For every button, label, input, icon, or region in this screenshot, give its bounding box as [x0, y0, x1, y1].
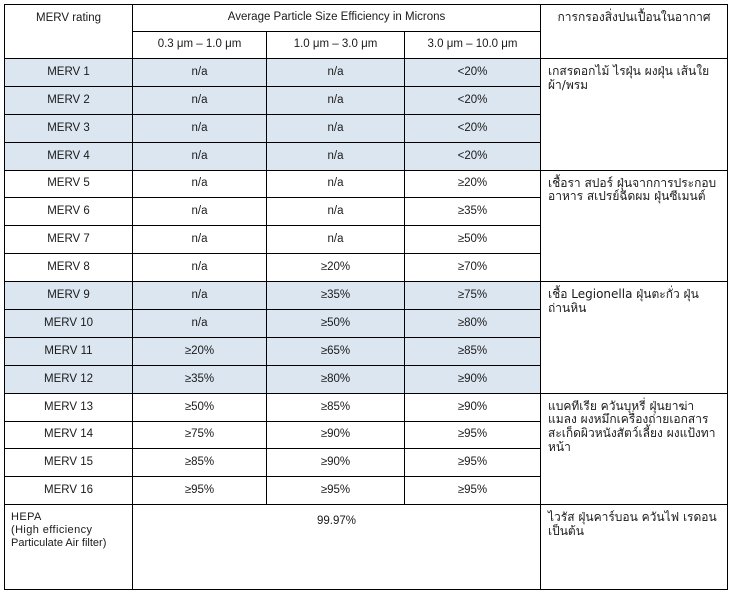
efficiency-3-0-10-0-cell: ≥85% [405, 337, 541, 365]
efficiency-3-0-10-0-cell: ≥95% [405, 477, 541, 505]
efficiency-1-0-3-0-cell: n/a [267, 170, 405, 198]
merv-rating-cell: MERV 15 [5, 449, 133, 477]
efficiency-3-0-10-0-cell: ≥70% [405, 254, 541, 282]
hepa-name-cell [5, 505, 133, 590]
efficiency-0-3-1-0-cell: n/a [133, 226, 267, 254]
hepa-name-line: (High efficiency [11, 523, 93, 536]
contaminant-description: เกสรดอกไม้ ไรฝุ่น ผงฝุ่น เส้นใยผ้า/พรม [541, 59, 728, 171]
merv-rating-cell: MERV 3 [5, 114, 133, 142]
hepa-efficiency-cell: 99.97% [133, 505, 541, 590]
table-row [5, 393, 728, 421]
efficiency-3-0-10-0-cell: ≥95% [405, 421, 541, 449]
merv-rating-cell: MERV 2 [5, 86, 133, 114]
efficiency-0-3-1-0-cell: n/a [133, 114, 267, 142]
efficiency-0-3-1-0-cell: ≥50% [133, 393, 267, 421]
efficiency-3-0-10-0-cell: <20% [405, 86, 541, 114]
efficiency-0-3-1-0-cell: n/a [133, 86, 267, 114]
merv-rating-cell: MERV 12 [5, 365, 133, 393]
merv-rating-cell: MERV 5 [5, 170, 133, 198]
efficiency-1-0-3-0-cell: ≥95% [267, 477, 405, 505]
merv-rating-cell: MERV 16 [5, 477, 133, 505]
efficiency-0-3-1-0-cell: n/a [133, 198, 267, 226]
table-row [5, 59, 728, 87]
efficiency-1-0-3-0-cell: ≥90% [267, 421, 405, 449]
efficiency-3-0-10-0-cell: ≥50% [405, 226, 541, 254]
efficiency-3-0-10-0-cell: ≥90% [405, 365, 541, 393]
efficiency-0-3-1-0-cell: ≥20% [133, 337, 267, 365]
efficiency-0-3-1-0-cell: ≥75% [133, 421, 267, 449]
header-size-1-0-3-0: 1.0 μm – 3.0 μm [267, 32, 405, 59]
table-body [5, 5, 728, 590]
efficiency-1-0-3-0-cell: ≥65% [267, 337, 405, 365]
efficiency-1-0-3-0-cell: n/a [267, 198, 405, 226]
efficiency-3-0-10-0-cell: ≥75% [405, 282, 541, 310]
header-air-filtration: การกรองสิ่งปนเปื้อนในอากาศ [541, 5, 728, 59]
efficiency-1-0-3-0-cell: ≥85% [267, 393, 405, 421]
efficiency-1-0-3-0-cell: n/a [267, 86, 405, 114]
merv-rating-cell: MERV 6 [5, 198, 133, 226]
header-merv-rating: MERV rating [5, 5, 133, 59]
efficiency-0-3-1-0-cell: ≥85% [133, 449, 267, 477]
efficiency-3-0-10-0-cell: <20% [405, 142, 541, 170]
efficiency-3-0-10-0-cell: ≥20% [405, 170, 541, 198]
efficiency-3-0-10-0-cell: ≥80% [405, 310, 541, 338]
efficiency-1-0-3-0-cell: ≥90% [267, 449, 405, 477]
efficiency-3-0-10-0-cell: <20% [405, 114, 541, 142]
efficiency-3-0-10-0-cell: ≥95% [405, 449, 541, 477]
contaminant-description: เชื้อรา สปอร์ ฝุ่นจากการประกอบอาหาร สเปรย์ฉีดผม ฝุ่นซีเมนต์ [541, 170, 728, 282]
efficiency-1-0-3-0-cell: n/a [267, 114, 405, 142]
merv-rating-cell: MERV 11 [5, 337, 133, 365]
merv-rating-table [4, 4, 728, 590]
efficiency-3-0-10-0-cell: ≥35% [405, 198, 541, 226]
merv-rating-cell: MERV 13 [5, 393, 133, 421]
efficiency-0-3-1-0-cell: n/a [133, 282, 267, 310]
efficiency-1-0-3-0-cell: ≥20% [267, 254, 405, 282]
efficiency-3-0-10-0-cell: ≥90% [405, 393, 541, 421]
header-efficiency-group: Average Particle Size Efficiency in Microns [133, 5, 541, 32]
hepa-row [5, 505, 728, 590]
efficiency-1-0-3-0-cell: n/a [267, 142, 405, 170]
efficiency-0-3-1-0-cell: n/a [133, 254, 267, 282]
merv-rating-cell: MERV 14 [5, 421, 133, 449]
merv-rating-cell: MERV 4 [5, 142, 133, 170]
hepa-description: ไวรัส ฝุ่นคาร์บอน ควันไฟ เรดอน เป็นต้น [541, 505, 728, 590]
header-size-3-0-10-0: 3.0 μm – 10.0 μm [405, 32, 541, 59]
efficiency-0-3-1-0-cell: n/a [133, 170, 267, 198]
efficiency-1-0-3-0-cell: n/a [267, 59, 405, 87]
efficiency-0-3-1-0-cell: ≥95% [133, 477, 267, 505]
header-row [5, 5, 728, 32]
merv-rating-cell: MERV 9 [5, 282, 133, 310]
efficiency-0-3-1-0-cell: ≥35% [133, 365, 267, 393]
merv-rating-cell: MERV 1 [5, 59, 133, 87]
table-row [5, 282, 728, 310]
hepa-name-line: HEPA [11, 511, 42, 524]
efficiency-0-3-1-0-cell: n/a [133, 310, 267, 338]
hepa-name-line: Particulate Air filter) [11, 536, 107, 549]
efficiency-1-0-3-0-cell: ≥80% [267, 365, 405, 393]
contaminant-description: เชื้อ Legionella ฝุ่นตะกั่ว ฝุ่นถ่านหิน [541, 282, 728, 394]
efficiency-3-0-10-0-cell: <20% [405, 59, 541, 87]
efficiency-0-3-1-0-cell: n/a [133, 59, 267, 87]
efficiency-0-3-1-0-cell: n/a [133, 142, 267, 170]
merv-rating-cell: MERV 10 [5, 310, 133, 338]
table-row [5, 170, 728, 198]
efficiency-1-0-3-0-cell: ≥35% [267, 282, 405, 310]
merv-rating-cell: MERV 8 [5, 254, 133, 282]
efficiency-1-0-3-0-cell: ≥50% [267, 310, 405, 338]
header-size-0-3-1-0: 0.3 μm – 1.0 μm [133, 32, 267, 59]
merv-rating-cell: MERV 7 [5, 226, 133, 254]
contaminant-description: แบคทีเรีย ควันบุหรี่ ฝุ่นยาฆ่าแมลง ผงหมึกเครื่องถ่ายเอกสาร สะเก็ดผิวหนังสัตว์เลี้ยง ผงแป้งทาหน้า [541, 393, 728, 505]
efficiency-1-0-3-0-cell: n/a [267, 226, 405, 254]
